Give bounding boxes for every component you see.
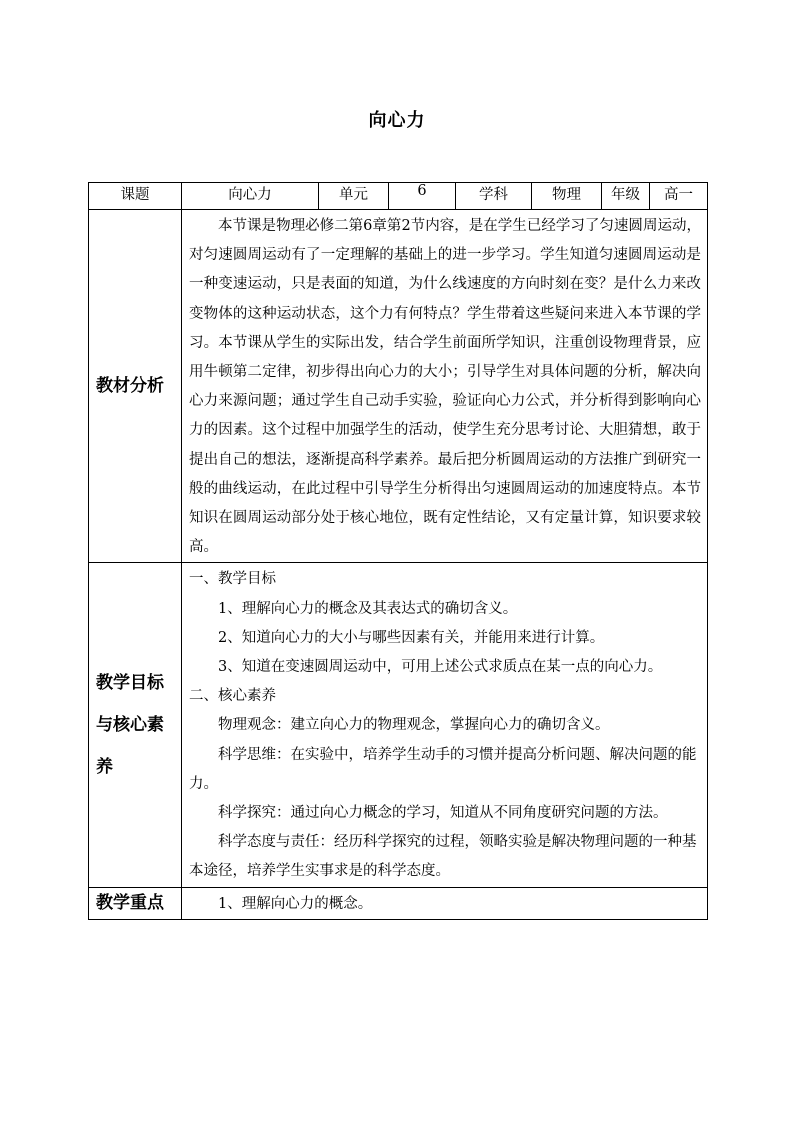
objectives-label-line2: 与核心素 bbox=[96, 715, 164, 736]
objectives-heading-core: 二、核心素养 bbox=[189, 688, 276, 705]
objectives-heading-goals: 一、教学目标 bbox=[189, 571, 276, 588]
core-item-2: 科学思维：在实验中，培养学生动手的习惯并提高分析问题、解决问题的能力。 bbox=[189, 746, 697, 792]
goal-item-3: 3、知道在变速圆周运动中，可用上述公式求质点在某一点的向心力。 bbox=[218, 659, 663, 676]
key-points-label: 教学重点 bbox=[89, 887, 182, 919]
subject-value: 物理 bbox=[532, 183, 602, 210]
header-row bbox=[89, 183, 708, 210]
objectives-content bbox=[182, 563, 708, 887]
unit-label: 单元 bbox=[319, 183, 389, 210]
analysis-content bbox=[182, 210, 708, 563]
unit-value: 6 bbox=[389, 183, 456, 210]
objectives-label-line1: 教学目标 bbox=[96, 673, 164, 694]
key-points-row bbox=[89, 887, 708, 919]
topic-label: 课题 bbox=[89, 183, 182, 210]
topic-value: 向心力 bbox=[182, 183, 319, 210]
key-points-content bbox=[182, 887, 708, 919]
objectives-label bbox=[89, 563, 182, 887]
analysis-text: 本节课是物理必修二第6章第2节内容，是在学生已经学习了匀速圆周运动，对匀速圆周运动有了一定理解的基础上的进一步学习。学生知道匀速圆周运动是一种变速运动，只是表面的知道，为什么线速度的方向时刻在变？是什么力来改变物体的这种运动状态，这个力有何特点？学生带着这些疑问来进入本节课的学习。本节课从学生的实际出发，结合学生前面所学知识，注重创设物理背景，应用牛顿第二定律，初步得出向心力的大小；引导学生对具体问题的分析，解决向心力来源问题；通过学生自己动手实验，验证向心力公式，并分析得到影响向心力的因素。这个过程中加强学生的活动，使学生充分思考讨论、大胆猜想，敢于提出自己的想法，逐渐提高科学素养。最后把分析圆周运动的方法推广到研究一般的曲线运动，在此过程中引导学生分析得出匀速圆周运动的加速度特点。本节知识在圆周运动部分处于核心地位，既有定性结论，又有定量计算，知识要求较高。 bbox=[189, 218, 701, 556]
analysis-row bbox=[89, 210, 708, 563]
lesson-plan-table bbox=[88, 182, 708, 920]
grade-label: 年级 bbox=[602, 183, 650, 210]
grade-value: 高一 bbox=[650, 183, 708, 210]
page-title: 向心力 bbox=[368, 110, 426, 131]
goal-item-1: 1、理解向心力的概念及其表达式的确切含义。 bbox=[218, 600, 518, 617]
analysis-label: 教材分析 bbox=[89, 210, 182, 563]
core-item-4: 科学态度与责任：经历科学探究的过程，领略实验是解决物理问题的一种基本途径，培养学生实事求是的科学态度。 bbox=[189, 834, 697, 880]
core-item-3: 科学探究：通过向心力概念的学习，知道从不同角度研究问题的方法。 bbox=[218, 805, 668, 822]
subject-label: 学科 bbox=[456, 183, 532, 210]
objectives-row bbox=[89, 563, 708, 887]
objectives-label-line3: 养 bbox=[96, 757, 113, 778]
core-item-1: 物理观念：建立向心力的物理观念，掌握向心力的确切含义。 bbox=[218, 717, 610, 734]
goal-item-2: 2、知道向心力的大小与哪些因素有关，并能用来进行计算。 bbox=[218, 629, 605, 646]
key-point-item-1: 1、理解向心力的概念。 bbox=[218, 895, 373, 912]
